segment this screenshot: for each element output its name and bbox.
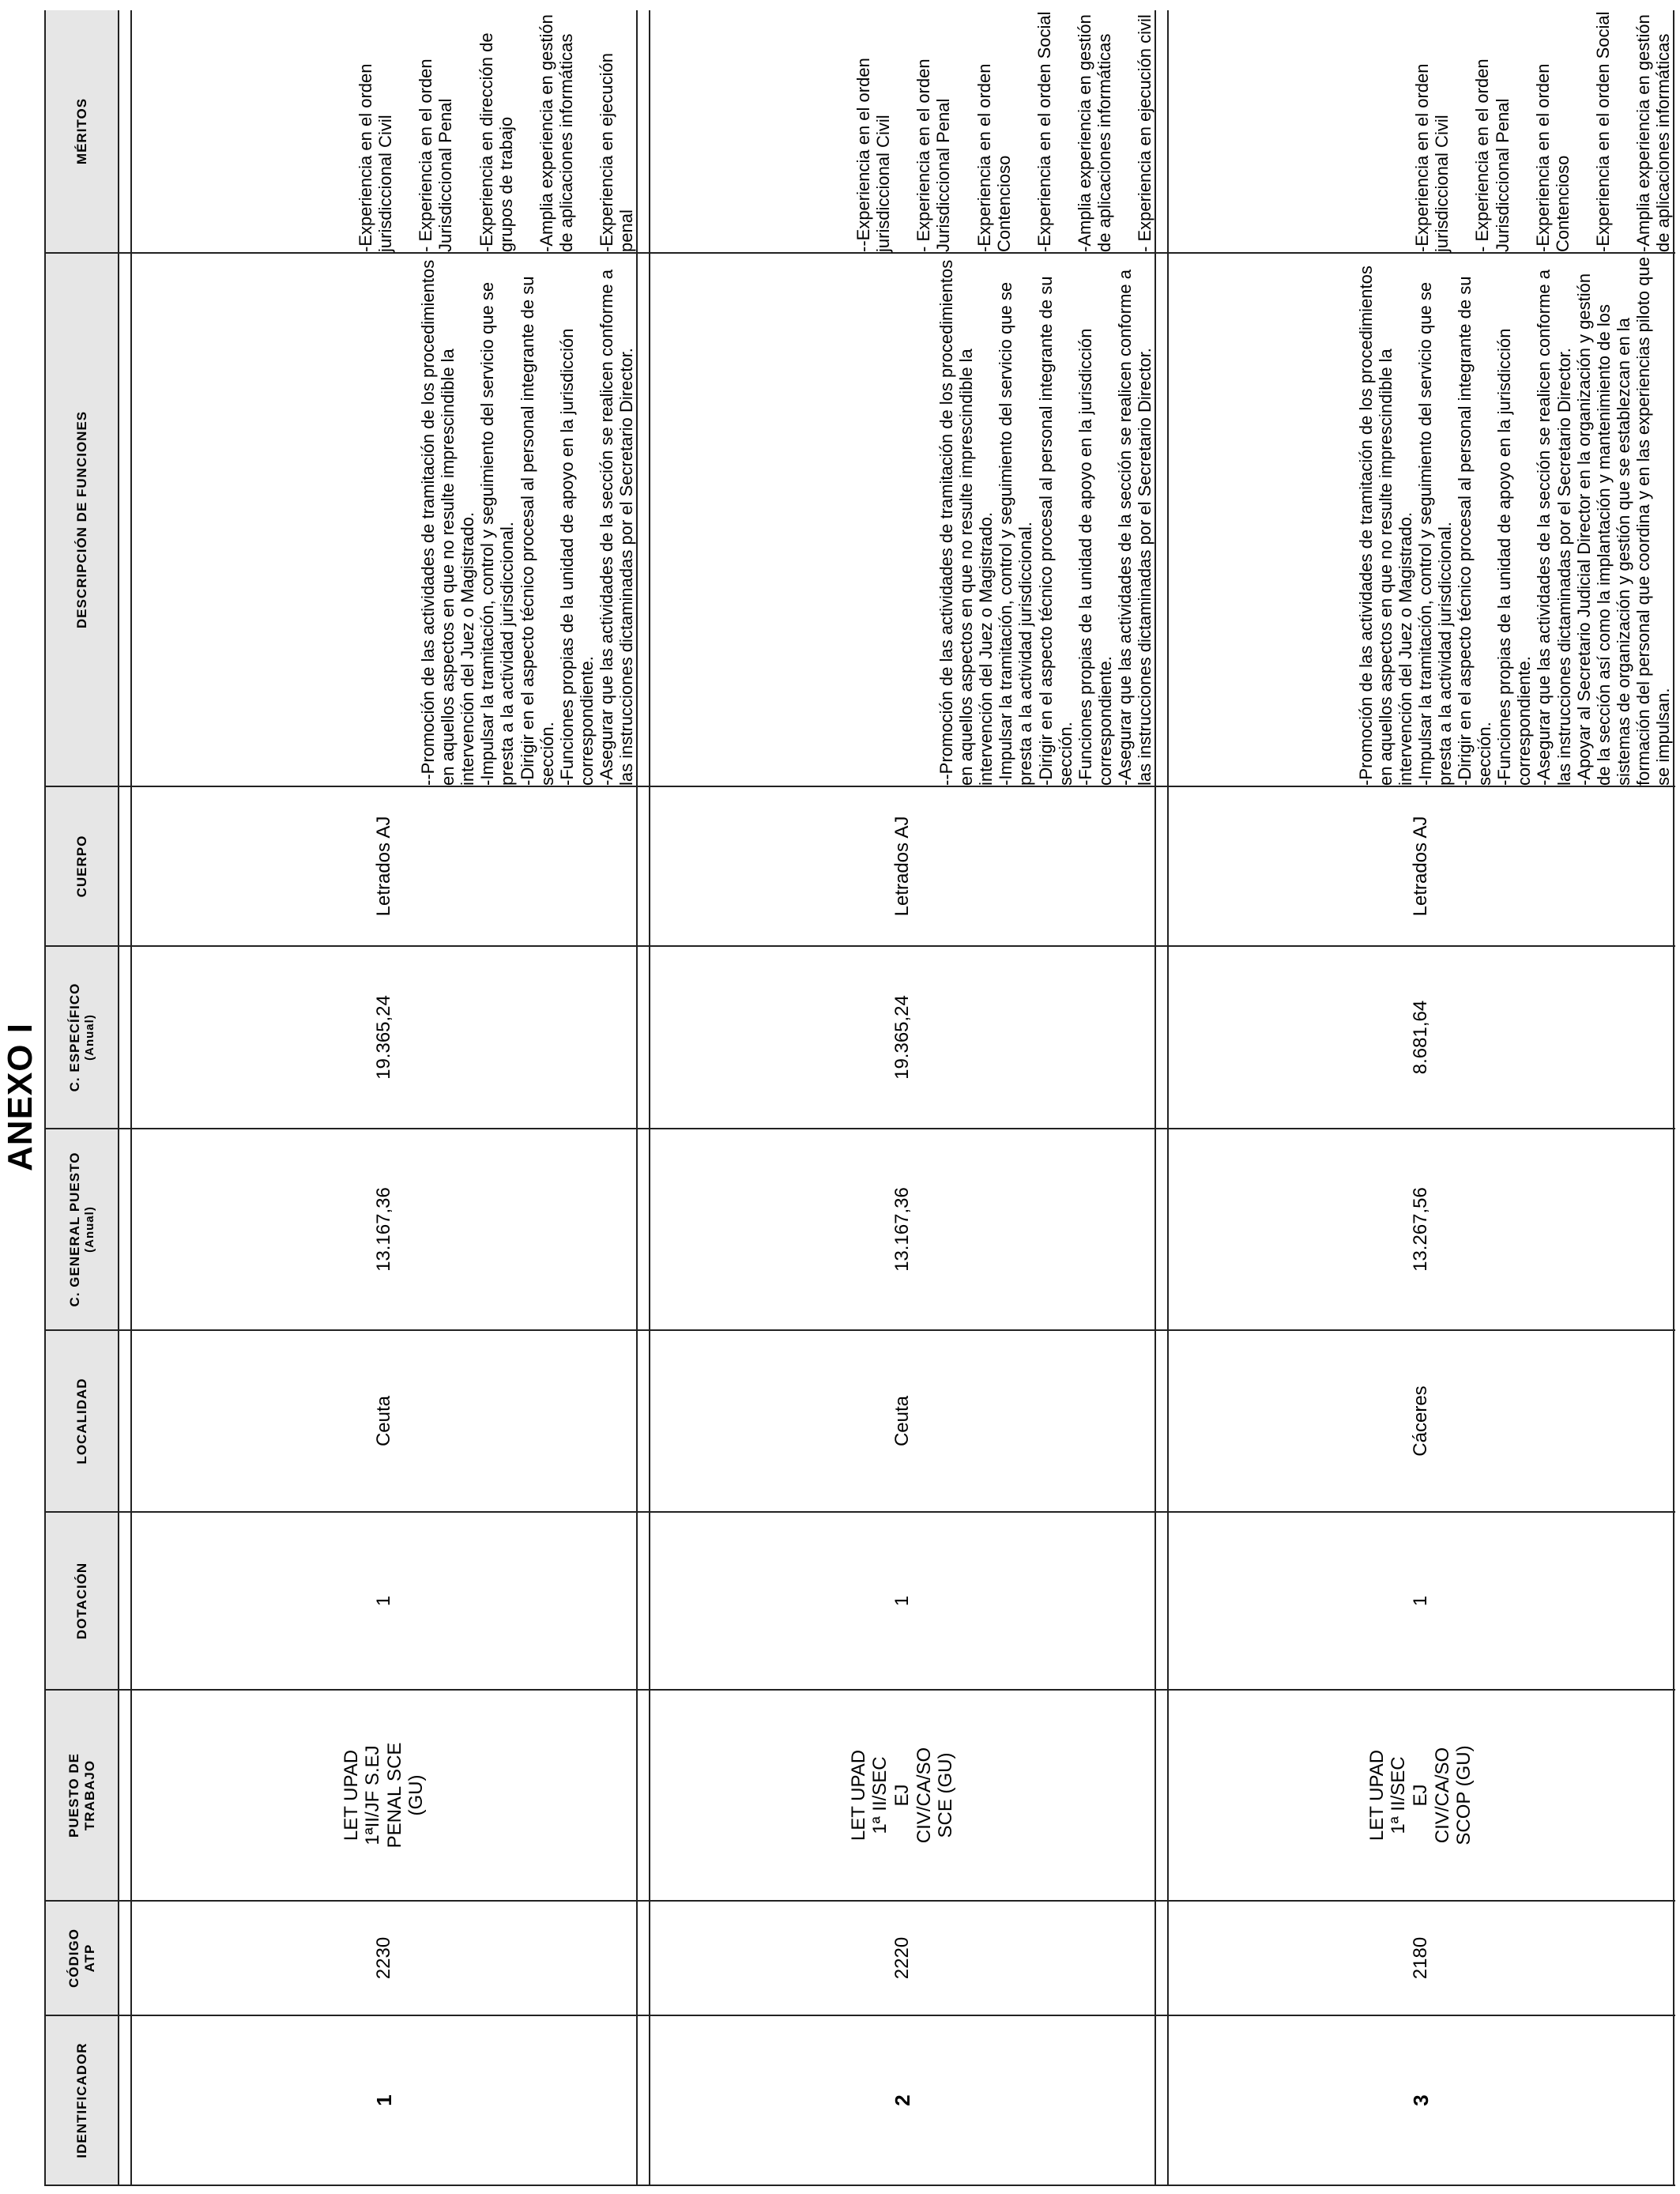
- merito-item: -Experiencia en el orden Social: [1034, 11, 1054, 252]
- merito-item: -Experiencia en dirección de grupos de trabajo: [476, 32, 516, 252]
- cell-cuerpo: Letrados AJ: [1168, 786, 1674, 946]
- page-title: ANEXO I: [1, 1023, 40, 1171]
- funcion-line: -Asegurar que las actividades de la sección se realicen conforme a las instrucciones dictaminadas por el Secretario Director.: [596, 269, 636, 786]
- header-c-general-label: C. GENERAL PUESTO: [67, 1152, 83, 1307]
- cell-puesto: [131, 1690, 637, 1901]
- header-cuerpo: CUERPO: [45, 786, 119, 946]
- cell-localidad: Cáceres: [1168, 1330, 1674, 1512]
- merito-item: -Experiencia en el orden jurisdiccional Civil: [356, 63, 396, 252]
- spacer-row: [637, 10, 650, 2185]
- merito-item: -Experiencia en el orden Contencioso: [974, 63, 1014, 252]
- cell-dotacion: 1: [131, 1512, 637, 1690]
- cell-meritos: [131, 10, 637, 253]
- merito-item: - Experiencia en ejecución civil: [1134, 14, 1155, 252]
- funcion-line: --Promoción de las actividades de tramitación de los procedimientos en aquellos aspectos en que no resulte imprescindible la intervención del Juez o Magistrado.: [936, 259, 996, 786]
- cell-identificador: 3: [1168, 2015, 1674, 2185]
- funcion-line: -Funciones propias de la unidad de apoyo en la jurisdicción correspondiente.: [1494, 328, 1535, 786]
- cell-c-especifico: 8.681,64: [1168, 946, 1674, 1129]
- spacer-row: [1155, 10, 1168, 2185]
- funcion-line: -Funciones propias de la unidad de apoyo en la jurisdicción correspondiente.: [556, 328, 597, 786]
- funcion-line: -Apoyar al Secretario Judicial Director en la organización y gestión de la sección así como la implantación y mantenimiento de los sistemas de organización y gestión que se establezcan en la formación del personal que coordina y en las experiencias piloto que se impulsan.: [1573, 257, 1673, 786]
- header-row: [45, 10, 119, 2185]
- header-c-especifico: [45, 946, 119, 1129]
- cell-codigo: 2220: [650, 1901, 1155, 2015]
- header-dotacion: DOTACIÓN: [45, 1512, 119, 1690]
- puesto-text: LET UPAD 1ª II/SEC EJ CIV/CA/SO SCOP (GU): [1365, 1745, 1475, 1845]
- funcion-line: -Asegurar que las actividades de la sección se realicen conforme a las instrucciones dictaminadas por el Secretario Director.: [1114, 269, 1155, 786]
- spacer-row: [119, 10, 131, 2185]
- header-c-especifico-label: C. ESPECÍFICO: [67, 982, 83, 1092]
- funcion-line: -Dirigir en el aspecto técnico procesal al personal integrante de su sección.: [517, 276, 557, 786]
- cell-identificador: 2: [650, 2015, 1155, 2185]
- merito-item: - Experiencia en el orden Jurisdiccional Penal: [913, 58, 954, 252]
- merito-item: - Experiencia en el orden Jurisdiccional Penal: [1472, 58, 1512, 252]
- funcion-line: -Dirigir en el aspecto técnico procesal al personal integrante de su sección.: [1455, 276, 1495, 786]
- cell-funciones: [650, 253, 1155, 786]
- puesto-text: LET UPAD 1ªII/JF S.EJ PENAL SCE (GU): [340, 1742, 428, 1849]
- funcion-line: -Impulsar la tramitación, control y seguimiento del servicio que se presta a la actividad jurisdiccional.: [1414, 281, 1456, 786]
- cell-puesto: [1168, 1690, 1674, 1901]
- cell-meritos: [1168, 10, 1674, 253]
- funcion-line: -Funciones propias de la unidad de apoyo en la jurisdicción correspondiente.: [1075, 328, 1115, 786]
- header-funciones: DESCRIPCIÓN DE FUNCIONES: [45, 253, 119, 786]
- cell-puesto: [650, 1690, 1155, 1901]
- funcion-line: -Dirigir en el aspecto técnico procesal al personal integrante de su sección.: [1035, 276, 1075, 786]
- header-puesto-label: PUESTO DE TRABAJO: [66, 1753, 97, 1838]
- funcion-line: -Asegurar que las actividades de la sección se realicen conforme a las instrucciones dictaminadas por el Secretario Director.: [1534, 269, 1574, 786]
- header-c-especifico-sub: (Anual): [82, 1014, 96, 1061]
- header-puesto: [45, 1690, 119, 1901]
- cell-codigo: 2230: [131, 1901, 637, 2015]
- cell-funciones: [131, 253, 637, 786]
- funcion-line: -Promoción de las actividades de tramitación de los procedimientos en aquellos aspectos en que no resulte imprescindible la intervención del Juez o Magistrado.: [1355, 266, 1415, 786]
- table-row: [131, 10, 637, 2185]
- merito-item: - Experiencia en el orden Jurisdiccional Penal: [416, 58, 456, 252]
- cell-c-general: 13.167,36: [131, 1129, 637, 1330]
- cell-c-general: 13.267,56: [1168, 1129, 1674, 1330]
- merito-item: -Amplia experiencia en gestión de aplicaciones informáticas: [536, 14, 576, 252]
- puesto-text: LET UPAD 1ª II/SEC EJ CIV/CA/SO SCE (GU): [847, 1747, 957, 1844]
- merito-item: -Amplia experiencia en gestión de aplicaciones informáticas: [1074, 14, 1114, 252]
- header-codigo-label: CÓDIGO ATP: [66, 1928, 97, 1988]
- header-meritos: MÉRITOS: [45, 10, 119, 253]
- cell-c-general: 13.167,36: [650, 1129, 1155, 1330]
- header-c-general-sub: (Anual): [82, 1206, 96, 1253]
- rotated-sheet: [44, 10, 1675, 2186]
- table-frame: [44, 10, 1675, 2186]
- header-identificador: IDENTIFICADOR: [45, 2015, 119, 2185]
- merito-item: -Experiencia en el orden jurisdiccional Civil: [1412, 63, 1452, 252]
- cell-codigo: 2180: [1168, 1901, 1674, 2015]
- cell-localidad: Ceuta: [650, 1330, 1155, 1512]
- table-row: [650, 10, 1155, 2185]
- funcion-line: -Impulsar la tramitación, control y seguimiento del servicio que se presta a la actividad jurisdiccional.: [477, 281, 518, 786]
- merito-item: -Experiencia en el orden Contencioso: [1532, 63, 1573, 252]
- cell-dotacion: 1: [1168, 1512, 1674, 1690]
- cell-cuerpo: Letrados AJ: [650, 786, 1155, 946]
- cell-cuerpo: Letrados AJ: [131, 786, 637, 946]
- anexo-table: [44, 10, 1675, 2186]
- cell-identificador: 1: [131, 2015, 637, 2185]
- table-row: [1168, 10, 1674, 2185]
- merito-item: --Experiencia en el orden jurisdiccional Civil: [853, 58, 894, 252]
- header-codigo: [45, 1901, 119, 2015]
- merito-item: -Amplia experiencia en gestión de aplicaciones informáticas: [1633, 14, 1673, 252]
- funcion-line: -Impulsar la tramitación, control y seguimiento del servicio que se presta a la actividad jurisdiccional.: [996, 281, 1036, 786]
- cell-localidad: Ceuta: [131, 1330, 637, 1512]
- spacer-row: [1674, 10, 1675, 2185]
- merito-item: -Experiencia en el orden Social: [1592, 11, 1613, 252]
- header-localidad: LOCALIDAD: [45, 1330, 119, 1512]
- cell-c-especifico: 19.365,24: [131, 946, 637, 1129]
- cell-dotacion: 1: [650, 1512, 1155, 1690]
- cell-funciones: [1168, 253, 1674, 786]
- header-c-general: [45, 1129, 119, 1330]
- merito-item: -Experiencia en ejecución penal: [596, 53, 636, 252]
- cell-c-especifico: 19.365,24: [650, 946, 1155, 1129]
- funcion-line: --Promoción de las actividades de tramitación de los procedimientos en aquellos aspectos en que no resulte imprescindible la intervención del Juez o Magistrado.: [418, 259, 478, 786]
- cell-meritos: [650, 10, 1155, 253]
